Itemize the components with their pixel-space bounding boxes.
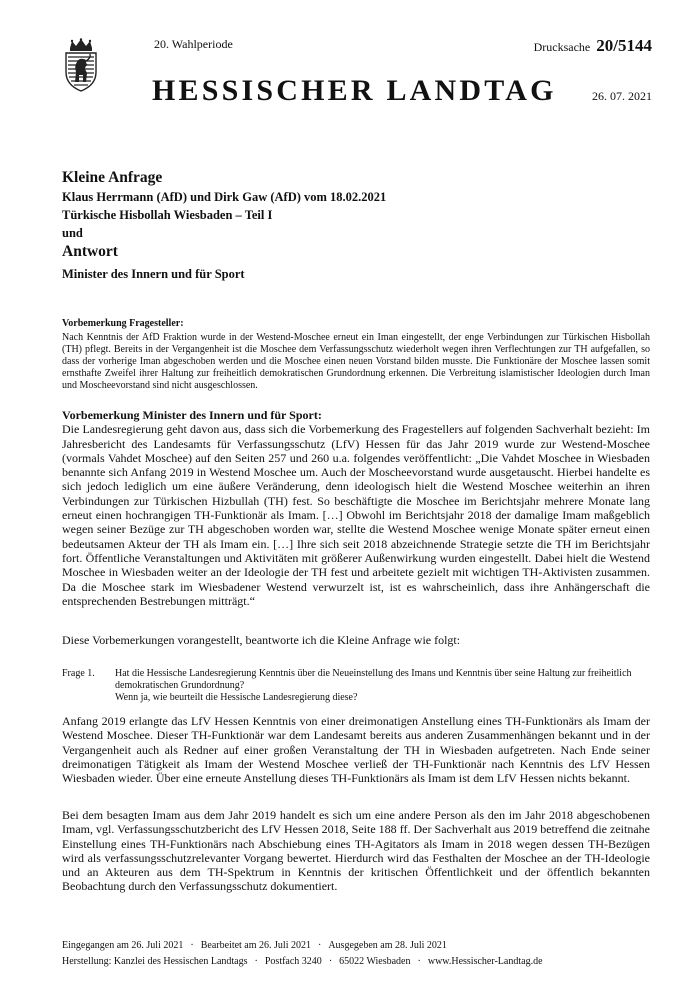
parliament-title: HESSISCHER LANDTAG bbox=[152, 74, 557, 107]
und-label: und bbox=[62, 226, 83, 240]
document-heading bbox=[62, 168, 662, 283]
vorbemerkung-minister-title: Vorbemerkung Minister des Innern und für Sport: bbox=[62, 408, 322, 422]
document-authors: Klaus Herrmann (AfD) und Dirk Gaw (AfD) vom 18.02.2021 bbox=[62, 190, 387, 204]
document-date: 26. 07. 2021 bbox=[592, 89, 652, 103]
drucksache-number: 20/5144 bbox=[596, 36, 652, 55]
document-subject: Türkische Hisbollah Wiesbaden – Teil I bbox=[62, 208, 273, 222]
frage-1 bbox=[62, 668, 650, 703]
frage-1-label: Frage 1. bbox=[62, 668, 95, 679]
footer-website-link[interactable]: www.Hessischer-Landtag.de bbox=[427, 956, 543, 967]
document-type: Kleine Anfrage bbox=[62, 169, 163, 186]
hessen-coat-of-arms-logo bbox=[62, 38, 100, 92]
footer bbox=[62, 938, 662, 970]
vorbemerkung-minister bbox=[62, 408, 650, 608]
antwort-paragraph-2: Bei dem besagten Imam aus dem Jahr 2019 handelt es sich um eine andere Person als den im Jahr 2018 abgeschobenen Imam, vgl. Verfassungsschutzbericht des LfV Hessen 2018, Seite 188 ff. Der Sachverhalt aus 2019 betreffend die zeitnahe Einstellung eines TH-Funktionärs nach Abschiebung eines TH-Agitators als Imam in 2018 wegen dessen TH-Bezügen wird als verfassungsschutzrelevanter Vorgang bewertet. Hierdurch wird das Festhalten der Moschee an der TH-Ideologie und an Akteuren aus dem TH-Spektrum in Kenntnis der kritischen Öffentlichkeit und der öffentlich bekannten Beobachtung durch den Verfassungsschutz dokumentiert. bbox=[62, 808, 650, 894]
footer-eingegangen: Eingegangen am 26. Juli 2021 bbox=[62, 940, 184, 951]
vorbemerkung-fragesteller bbox=[62, 318, 650, 393]
vorbemerkung-fragesteller-text: Nach Kenntnis der AfD Fraktion wurde in der Westend-Moschee erneut ein Iman eingestellt, der enge Verbindungen zur Türkischen Hisbollah (TH) pflegt. Bereits in der Vergangenheit ist die Moschee dem Verfassungsschutz wiederholt wegen ihren Verflechtungen zur TH aufgefallen, so dass der vorherige Iman abgeschoben werden und die Moschee einen neuen Vorstand bilden musste. Die Funktionäre der Moschee lassen somit ernsthafte Zweifel ihrer Haltung zur freiheitlich demokratischen Grundordnung erkennen. Die Verbreitung islamistischer Ideologien durch Iman und Moscheevorstand sind nicht ausgeschlossen. bbox=[62, 332, 650, 392]
antwort-heading: Antwort bbox=[62, 243, 118, 260]
crest-icon bbox=[62, 38, 100, 92]
frage-1-text: Hat die Hessische Landesregierung Kenntnis über die Neueinstellung des Imans und Kenntnis über seine Haltung zur freiheitlich demokratischen Grundordnung? bbox=[115, 668, 632, 691]
footer-herstellung: Herstellung: Kanzlei des Hessischen Landtags bbox=[62, 956, 248, 967]
footer-line-1: Eingegangen am 26. Juli 2021 · Bearbeitet am 26. Juli 2021 · Ausgegeben am 28. Juli 2021 bbox=[62, 940, 447, 951]
footer-ort: 65022 Wiesbaden bbox=[339, 956, 411, 967]
footer-bearbeitet: Bearbeitet am 26. Juli 2021 bbox=[200, 940, 311, 951]
vorbemerkung-fragesteller-title: Vorbemerkung Fragesteller: bbox=[62, 318, 184, 329]
antwort-paragraph-1: Anfang 2019 erlangte das LfV Hessen Kenntnis von einer dreimonatigen Anstellung eines TH-Funktionärs als Imam der Westend Moschee. Dieser TH-Funktionär war dem Landesamt bereits aus anderen Zusammenhängen bekannt und in der Vergangenheit auch als Redner auf einer großen Veranstaltung der TH in Wiesbaden aufgetreten. Nach Ende seiner dreimonatigen Tätigkeit als Imam der Westend Moschee verließ der TH-Funktionär nach Kenntnis des LfV Hessen Wiesbaden wieder. Über eine erneute Anstellung dieses TH-Funktionärs als Imam ist dem LfV Hessen nichts bekannt. bbox=[62, 714, 650, 786]
footer-line-2: Herstellung: Kanzlei des Hessischen Landtags · Postfach 3240 · 65022 Wiesbaden · www.Hessischer-Landtag.de bbox=[62, 956, 543, 967]
minister-name: Minister des Innern und für Sport bbox=[62, 267, 245, 281]
footer-postfach: Postfach 3240 bbox=[264, 956, 322, 967]
vorbemerkung-minister-text: Die Landesregierung geht davon aus, dass sich die Vorbemerkung des Fragestellers auf folgenden Sachverhalt bezieht: Im Jahresbericht des Landesamts für Verfassungsschutz (LfV) Hessen für das Jahr 2019 wurde zur Westend-Moschee (vormals Vahdet Moschee) auf den Seiten 257 und 260 u.a. folgendes veröffentlicht: „Die Vahdet Moschee in Wiesbaden benannte sich Anfang 2019 in Westend Moschee um. Auch der Moscheevorstand wurde ausgetauscht. Hierbei handelte es sich jedoch lediglich um eine äußere Veränderung, denn ideologisch hielt die Westend Moschee weiterhin an ihren Verbindungen zur Türkischen Hizbullah (TH) fest. So beschäftigte die Moschee im Berichtsjahr mehrere Monate lang erneut einen hochrangigen TH-Funktionär als Imam. […] Obwohl im Berichtsjahr 2018 der damalige Imam maßgeblich wegen seiner Bezüge zur TH abgeschoben worden war, stellte die Westend Moschee wenige Monate später erneut einen bedeutsamen Akteur der TH als Imam ein. […] Ihre sich seit 2018 abzeichnende Strategie setzte die TH im Berichtsjahr fort. Öffentliche Veranstaltungen und Aktivitäten mit größerer Außenwirkung wurden eingestellt. Dabei hielt die Westend Moschee in Wiesbaden weiter an der Ideologie der TH fest und arbeitete gezielt mit wichtigen TH-Aktivisten zusammen. Da die Moschee stark im Wiesbadener Westend verwurzelt ist, ist es wahrscheinlich, dass ihre Anhängerschaft die entsprechenden Bestrebungen mitträgt.“ bbox=[62, 422, 650, 608]
transition-sentence: Diese Vorbemerkungen vorangestellt, beantworte ich die Kleine Anfrage wie folgt: bbox=[62, 633, 461, 647]
footer-ausgegeben: Ausgegeben am 28. Juli 2021 bbox=[328, 940, 447, 951]
frage-1-followup: Wenn ja, wie beurteilt die Hessische Landesregierung diese? bbox=[115, 691, 358, 703]
drucksache-label: Drucksache bbox=[533, 40, 591, 54]
wahlperiode-label: 20. Wahlperiode bbox=[154, 37, 233, 51]
drucksache-reference bbox=[534, 36, 652, 56]
